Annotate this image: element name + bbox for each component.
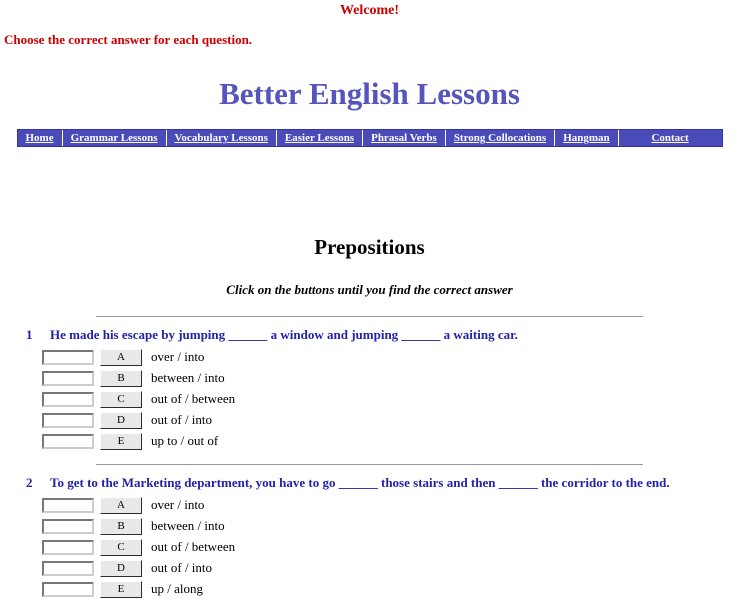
- divider: [96, 316, 643, 317]
- answer-field-1d[interactable]: [42, 413, 94, 428]
- options-list: [0, 496, 739, 598]
- option-text-1b: between / into: [151, 370, 225, 385]
- option-row: [42, 390, 739, 408]
- answer-field-2d[interactable]: [42, 561, 94, 576]
- option-row: [42, 538, 739, 556]
- option-row: [42, 411, 739, 429]
- option-button-2e[interactable]: E: [100, 581, 142, 598]
- question-heading: [26, 327, 739, 343]
- option-row: [42, 369, 739, 387]
- nav-item-hangman[interactable]: Hangman: [555, 130, 618, 146]
- question-block-1: [0, 327, 739, 450]
- option-text-2a: over / into: [151, 497, 205, 512]
- option-button-1a[interactable]: A: [100, 349, 142, 366]
- site-title: Better English Lessons: [219, 76, 520, 111]
- answer-field-2c[interactable]: [42, 540, 94, 555]
- divider: [96, 464, 643, 465]
- instruction-text: Choose the correct answer for each question.: [4, 32, 253, 47]
- option-text-1e: up to / out of: [151, 433, 219, 448]
- option-text-1d: out of / into: [151, 412, 213, 427]
- option-row: [42, 517, 739, 535]
- page-subtitle: Click on the buttons until you find the correct answer: [226, 282, 513, 297]
- options-list: [0, 348, 739, 450]
- option-text-2e: up / along: [151, 581, 203, 596]
- option-row: [42, 496, 739, 514]
- answer-field-1c[interactable]: [42, 392, 94, 407]
- option-text-2c: out of / between: [151, 539, 236, 554]
- question-number: 1: [26, 327, 33, 342]
- answer-field-2a[interactable]: [42, 498, 94, 513]
- option-button-2c[interactable]: C: [100, 539, 142, 556]
- option-text-2b: between / into: [151, 518, 225, 533]
- question-block-2: [0, 475, 739, 598]
- answer-field-2b[interactable]: [42, 519, 94, 534]
- answer-field-2e[interactable]: [42, 582, 94, 597]
- option-button-1b[interactable]: B: [100, 370, 142, 387]
- option-row: [42, 348, 739, 366]
- nav-item-easier-lessons[interactable]: Easier Lessons: [277, 130, 363, 146]
- question-number: 2: [26, 475, 33, 490]
- option-text-2d: out of / into: [151, 560, 213, 575]
- question-text: To get to the Marketing department, you have to go ______ those stairs and then ______ the corridor to the end.: [50, 475, 670, 490]
- nav-item-grammar-lessons[interactable]: Grammar Lessons: [63, 130, 167, 146]
- nav-item-home[interactable]: Home: [18, 130, 63, 146]
- question-heading: [26, 475, 739, 491]
- page-title: Prepositions: [314, 235, 425, 259]
- option-row: [42, 559, 739, 577]
- option-button-2b[interactable]: B: [100, 518, 142, 535]
- option-row: [42, 432, 739, 450]
- nav-item-vocabulary-lessons[interactable]: Vocabulary Lessons: [167, 130, 277, 146]
- option-text-1c: out of / between: [151, 391, 236, 406]
- answer-field-1e[interactable]: [42, 434, 94, 449]
- answer-field-1b[interactable]: [42, 371, 94, 386]
- option-button-1c[interactable]: C: [100, 391, 142, 408]
- nav-item-strong-collocations[interactable]: Strong Collocations: [446, 130, 555, 146]
- option-button-1d[interactable]: D: [100, 412, 142, 429]
- answer-field-1a[interactable]: [42, 350, 94, 365]
- option-button-2a[interactable]: A: [100, 497, 142, 514]
- welcome-heading: Welcome!: [339, 3, 400, 18]
- nav-item-phrasal-verbs[interactable]: Phrasal Verbs: [363, 130, 446, 146]
- option-text-1a: over / into: [151, 349, 205, 364]
- question-text: He made his escape by jumping ______ a window and jumping ______ a waiting car.: [50, 327, 518, 342]
- nav-item-contact[interactable]: Contact: [619, 130, 722, 146]
- option-button-2d[interactable]: D: [100, 560, 142, 577]
- main-navigation: [17, 129, 723, 147]
- option-button-1e[interactable]: E: [100, 433, 142, 450]
- option-row: [42, 580, 739, 598]
